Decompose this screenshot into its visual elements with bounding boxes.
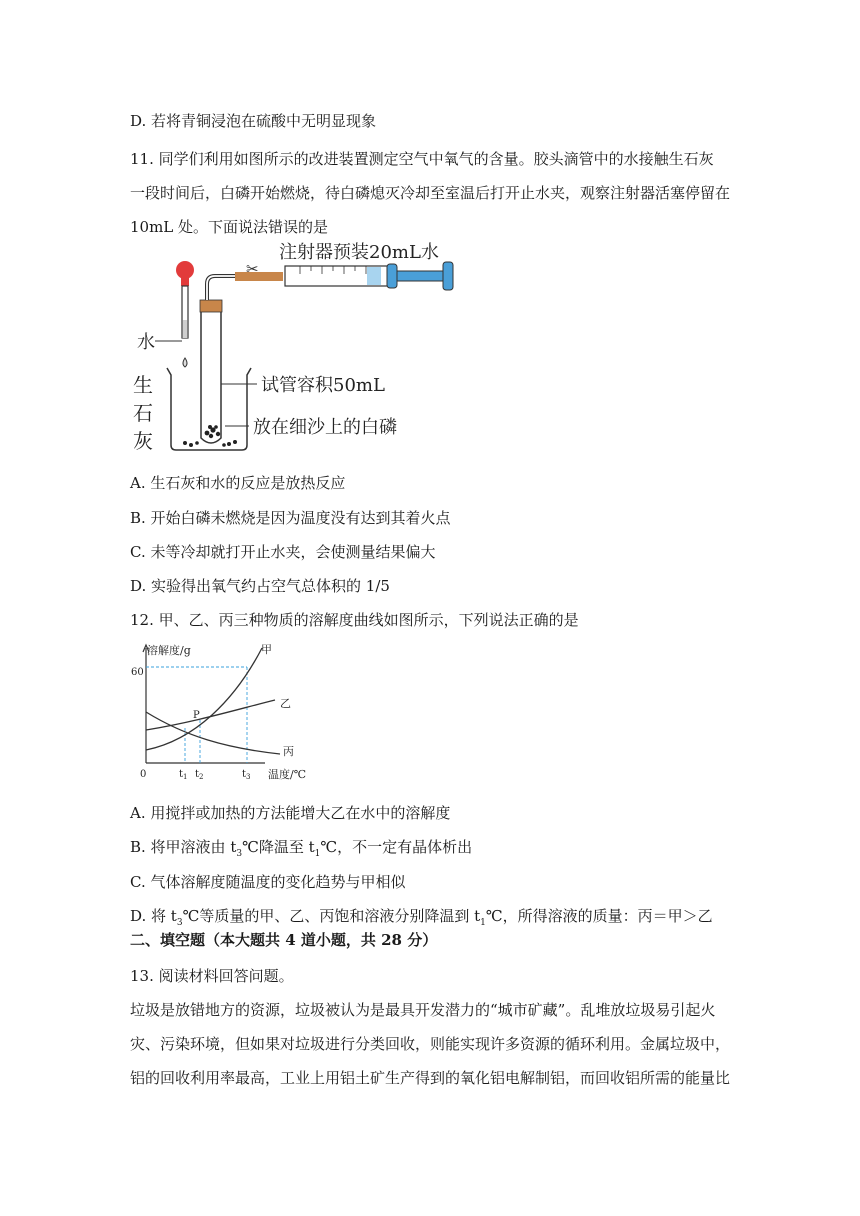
q11-stem-line2: 一段时间后，白磷开始燃烧，待白磷熄灭冷却至室温后打开止水夹，观察注射器活塞停留在	[130, 184, 731, 202]
lime-label-1: 生	[133, 373, 153, 397]
q12-stem: 12. 甲、乙、丙三种物质的溶解度曲线如图所示，下列说法正确的是	[130, 611, 579, 629]
curve-jia	[146, 648, 262, 750]
q11-option-d: D. 实验得出氧气约占空气总体积的 1/5	[130, 577, 390, 595]
q13-stem: 13. 阅读材料回答问题。	[130, 967, 294, 985]
q11-option-a: A. 生石灰和水的反应是放热反应	[130, 474, 346, 492]
syringe-plunger-head	[387, 264, 397, 288]
q10-option-d: D. 若将青铜浸泡在硫酸中无明显现象	[130, 112, 377, 130]
syringe-plunger-end	[443, 262, 453, 290]
test-tube	[201, 312, 221, 443]
q12-option-c: C. 气体溶解度随温度的变化趋势与甲相似	[130, 873, 406, 891]
section-2-heading: 二、填空题（本大题共 4 道小题，共 28 分）	[130, 931, 438, 949]
rubber-tube	[235, 272, 283, 281]
paragraph-line3: 铝的回收利用率最高，工业上用铝土矿生产得到的氧化铝电解制铝，而回收铝所需的能量比	[130, 1069, 731, 1087]
dropper-neck	[181, 278, 189, 286]
clamp-icon: ✂	[246, 260, 259, 278]
paragraph-line1: 垃圾是放错地方的资源，垃圾被认为是最具开发潜力的“城市矿藏”。乱堆放垃圾易引起火	[130, 1001, 716, 1019]
glass-tube	[207, 276, 235, 300]
q12-option-a: A. 用搅拌或加热的方法能增大乙在水中的溶解度	[130, 804, 451, 822]
lime-label-2: 石	[133, 401, 153, 425]
phosphorus-label: 放在细沙上的白磷	[253, 417, 397, 438]
q11-option-c: C. 未等冷却就打开止水夹，会使测量结果偏大	[130, 543, 436, 561]
test-tube-stopper	[200, 300, 222, 312]
water-drop	[183, 358, 187, 367]
y-tick-60: 60	[131, 667, 144, 678]
series-bing-label: 丙	[283, 745, 294, 758]
paragraph-line2: 灾、污染环境，但如果对垃圾进行分类回收，则能实现许多资源的循环利用。金属垃圾中，	[130, 1035, 731, 1053]
y-axis-label: 溶解度/g	[147, 644, 191, 657]
tick-t1: $t_1$	[179, 769, 188, 781]
origin-label: 0	[140, 769, 147, 780]
water-label: 水	[137, 332, 155, 353]
curve-bing	[146, 712, 280, 754]
dropper-bulb	[176, 261, 194, 279]
solubility-curve-figure	[125, 640, 325, 785]
x-axis-label: 温度/℃	[268, 768, 307, 781]
series-jia-label: 甲	[261, 643, 272, 656]
q12-option-b: B. 将甲溶液由 $t_3℃$降温至 $t_1℃$，不一定有晶体析出	[130, 838, 473, 859]
oxygen-apparatus-figure	[125, 240, 485, 460]
beaker	[167, 368, 251, 450]
series-yi-label: 乙	[280, 697, 291, 710]
q12-option-d: D. 将 $t_3℃$等质量的甲、乙、丙饱和溶液分别降温到 $t_1℃$，所得溶液的质量：丙＝甲＞乙	[130, 907, 713, 928]
q11-option-b: B. 开始白磷未燃烧是因为温度没有达到其着火点	[130, 509, 451, 527]
point-p-label: P	[193, 710, 200, 721]
syringe-label: 注射器预装20mL水	[279, 242, 439, 263]
q11-stem-line1: 11. 同学们利用如图所示的改进装置测定空气中氧气的含量。胶头滴管中的水接触生石灰	[130, 150, 714, 168]
tick-t2: $t_2$	[195, 769, 204, 781]
syringe-plunger-rod	[397, 271, 443, 281]
lime-label-3: 灰	[133, 429, 153, 453]
q11-stem-line3: 10mL 处。下面说法错误的是	[130, 218, 329, 236]
curve-yi	[146, 700, 275, 730]
tube-volume-label: 试管容积50mL	[261, 375, 385, 396]
tick-t3: $t_3$	[242, 769, 251, 781]
